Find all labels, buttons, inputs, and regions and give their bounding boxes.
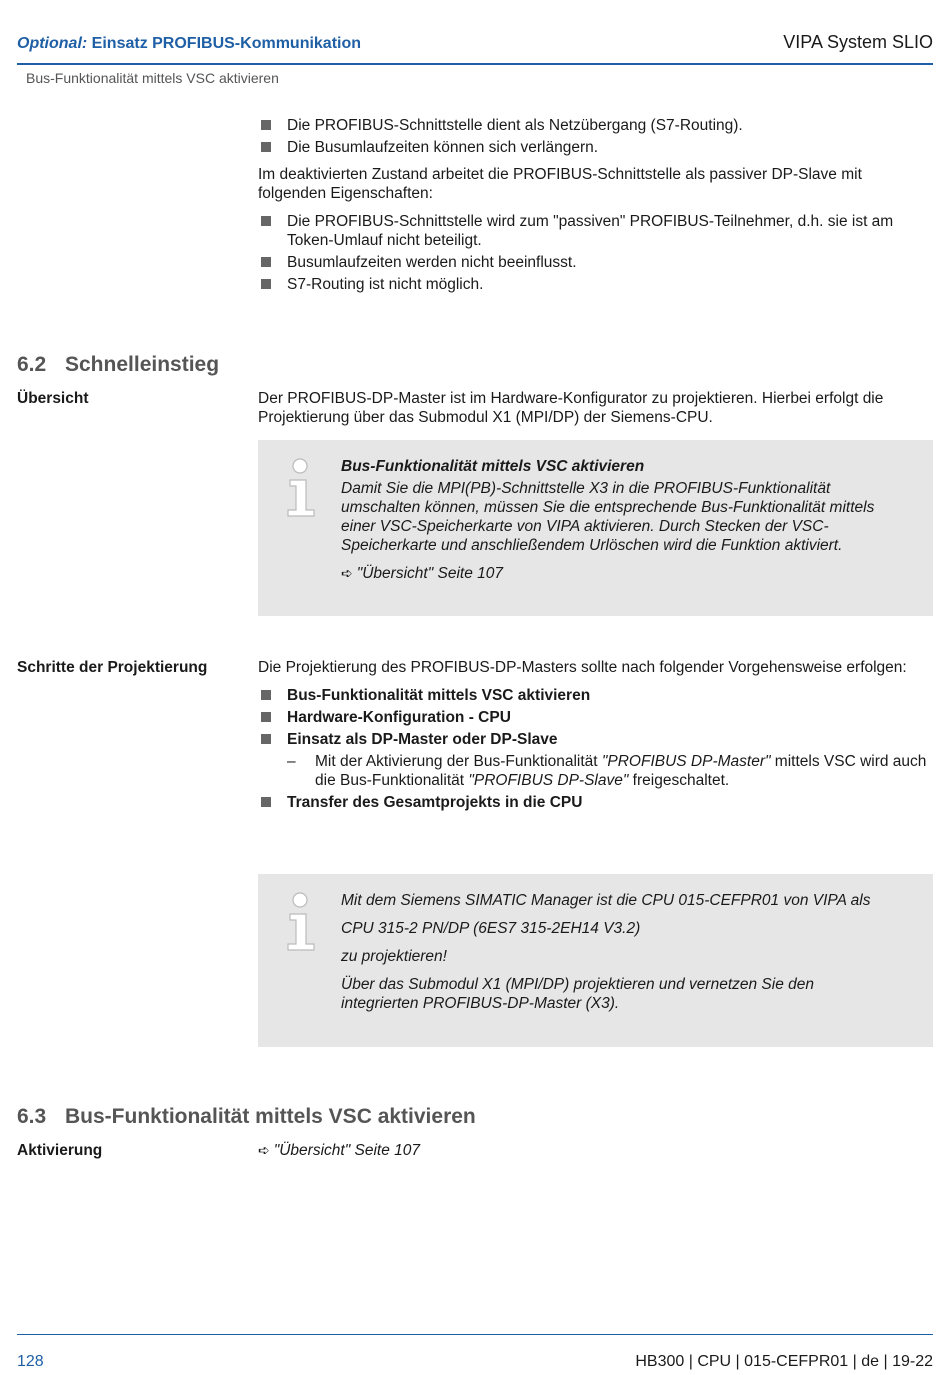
list-item: Die PROFIBUS-Schnittstelle wird zum "passiven" PROFIBUS-Teilnehmer, d.h. sie ist am Token-Umlauf nicht beteiligt. — [258, 212, 933, 250]
info-icon — [284, 892, 318, 952]
header-optional-label: Optional: — [17, 35, 88, 52]
square-bullet-icon — [261, 734, 271, 744]
activation-label: Aktivierung — [17, 1142, 103, 1159]
square-bullet-icon — [261, 797, 271, 807]
note-text: Über das Submodul X1 (MPI/DP) projektieren und vernetzen Sie den integrierten PROFIBUS-DP-Master (X3). — [341, 976, 814, 1012]
active-properties-list — [258, 116, 933, 157]
list-item: Hardware-Konfiguration - CPU — [258, 708, 933, 727]
list-item: Bus-Funktionalität mittels VSC aktivieren — [258, 686, 933, 705]
cross-reference-arrow-icon: ➪ — [341, 565, 353, 581]
header-chapter-text: Einsatz PROFIBUS-Kommunikation — [91, 35, 362, 52]
square-bullet-icon — [261, 257, 271, 267]
info-note-vsc — [258, 440, 933, 616]
steps-intro: Die Projektierung des PROFIBUS-DP-Masters sollte nach folgender Vorgehensweise erfolgen: — [258, 659, 907, 676]
note-title: Bus-Funktionalität mittels VSC aktivieren — [341, 458, 645, 475]
footer-divider — [17, 1334, 933, 1335]
note-text: Mit dem Siemens SIMATIC Manager ist die CPU 015-CEFPR01 von VIPA als — [341, 892, 871, 909]
square-bullet-icon — [261, 279, 271, 289]
square-bullet-icon — [261, 142, 271, 152]
steps-block — [258, 658, 933, 815]
note-link[interactable]: ➪ "Übersicht" Seite 107 — [341, 565, 504, 582]
section-heading-6-2: 6.2 Schnelleinstieg — [17, 353, 220, 376]
section-heading-6-3: 6.3 Bus-Funktionalität mittels VSC aktivieren — [17, 1105, 476, 1128]
header-subtitle: Bus-Funktionalität mittels VSC aktivieren — [26, 70, 279, 86]
list-item: Transfer des Gesamtprojekts in die CPU — [258, 793, 933, 812]
passive-intro-paragraph: Im deaktivierten Zustand arbeitet die PROFIBUS-Schnittstelle als passiver DP-Slave mit folgenden Eigenschaften: — [258, 166, 862, 202]
square-bullet-icon — [261, 120, 271, 130]
intro-block — [258, 116, 933, 297]
activation-link[interactable]: ➪ "Übersicht" Seite 107 — [258, 1142, 421, 1159]
note-text: CPU 315-2 PN/DP (6ES7 315-2EH14 V3.2) — [341, 920, 641, 937]
square-bullet-icon — [261, 712, 271, 722]
square-bullet-icon — [261, 690, 271, 700]
overview-text: Der PROFIBUS-DP-Master ist im Hardware-Konfigurator zu projektieren. Hierbei erfolgt die Projektierung über das Submodul X1 (MPI/DP) der Siemens-CPU. — [258, 390, 884, 426]
steps-label: Schritte der Projektierung — [17, 659, 208, 676]
document-id: HB300 | CPU | 015-CEFPR01 | de | 19-22 — [635, 1353, 933, 1370]
list-item: Die Busumlaufzeiten können sich verlängern. — [258, 138, 933, 157]
note-text: Damit Sie die MPI(PB)-Schnittstelle X3 in die PROFIBUS-Funktionalität umschalten können, müssen Sie die entsprechende Bus-Funktionalität mittels einer VSC-Speicherkarte von VIPA aktivieren. Durch Stecken der VSC-Speicherkarte und anschließendem Urlöschen wird die Funktion aktiviert. — [341, 480, 875, 554]
header-brand: VIPA System SLIO — [783, 32, 933, 52]
header-chapter-title — [17, 34, 361, 53]
passive-properties-list — [258, 212, 933, 294]
square-bullet-icon — [261, 216, 271, 226]
sub-steps-list — [287, 752, 933, 790]
list-item: – Mit der Aktivierung der Bus-Funktionalität "PROFIBUS DP-Master" mittels VSC wird auch die Bus-Funktionalität "PROFIBUS DP-Slave" freigeschaltet. — [287, 753, 927, 789]
cross-reference-arrow-icon: ➪ — [258, 1142, 270, 1158]
info-icon — [284, 458, 318, 518]
overview-label: Übersicht — [17, 390, 89, 407]
list-item: S7-Routing ist nicht möglich. — [258, 275, 933, 294]
list-item: Die PROFIBUS-Schnittstelle dient als Netzübergang (S7-Routing). — [258, 116, 933, 135]
steps-list — [258, 686, 933, 812]
page-number: 128 — [17, 1353, 44, 1370]
list-item: Busumlaufzeiten werden nicht beeinflusst. — [258, 253, 933, 272]
header-divider — [17, 63, 933, 65]
info-note-simatic — [258, 874, 933, 1047]
note-text: zu projektieren! — [341, 948, 447, 965]
list-item: Einsatz als DP-Master oder DP-Slave – Mit der Aktivierung der Bus-Funktionalität "PROFIBUS DP-Master" mittels VSC wird auch die Bus-Funktionalität "PROFIBUS DP-Slave" freigeschaltet. — [258, 730, 933, 790]
